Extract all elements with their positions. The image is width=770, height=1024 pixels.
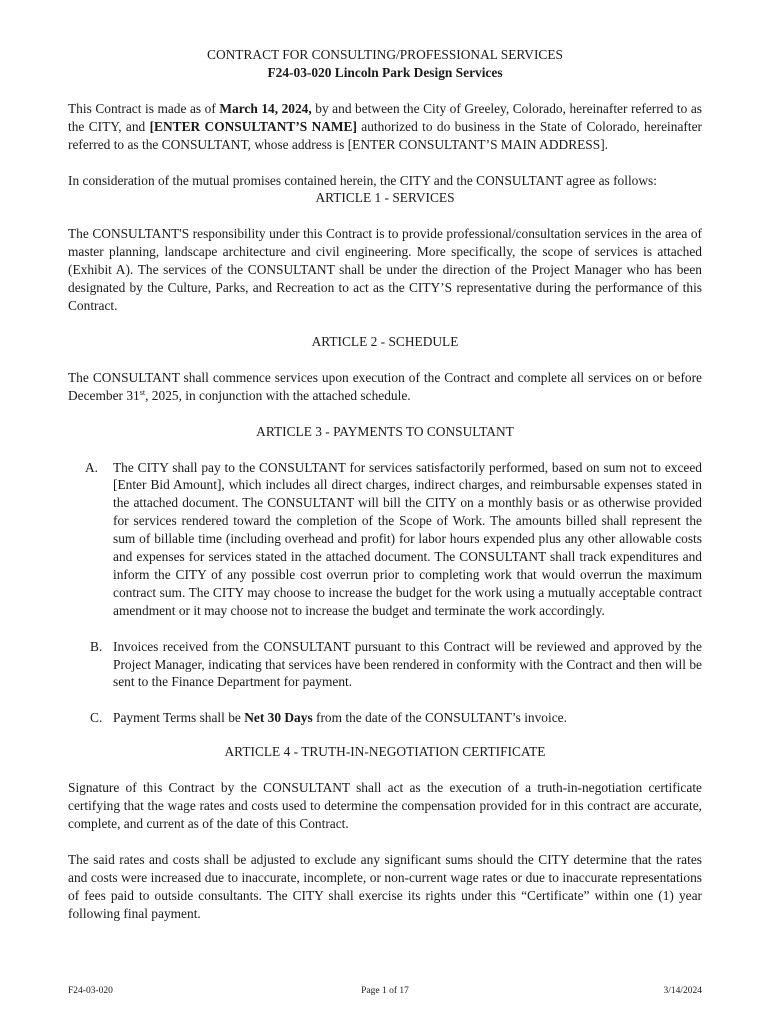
item-text: Invoices received from the CONSULTANT pursuant to this Contract will be reviewed and approved by the Project Manager, indicating that services have been rendered in conformity with the Contract and then will be sent to the Finance Department for payment. bbox=[113, 638, 702, 690]
article-4-paragraph-1: Signature of this Contract by the CONSULTANT shall act as the execution of a truth-in-negotiation certificate certifying that the wage rates and costs used to determine the compensation provided for in this contract are accurate, complete, and current as of the date of this Contract. bbox=[68, 780, 702, 831]
payment-item-c bbox=[68, 709, 702, 727]
ordinal-suffix: st bbox=[139, 387, 146, 397]
intro-paragraph bbox=[68, 100, 702, 154]
article-3-heading: ARTICLE 3 - PAYMENTS TO CONSULTANT bbox=[256, 423, 514, 439]
item-text bbox=[113, 709, 702, 727]
payment-terms-text: Payment Terms shall be bbox=[113, 710, 245, 726]
intro-text-1: This Contract is made as of bbox=[68, 100, 220, 116]
payment-items bbox=[68, 459, 702, 728]
page-footer bbox=[68, 986, 702, 998]
payment-item-b bbox=[68, 638, 702, 692]
intro-text-2: by and between the City of Greeley, Colorado, hereinafter referred to as the CITY, and bbox=[68, 100, 702, 134]
consultant-name-placeholder: [ENTER CONSULTANT’S NAME] bbox=[149, 118, 357, 134]
article-2-text-end: , 2025, in conjunction with the attached schedule. bbox=[145, 387, 411, 403]
article-2-text: The CONSULTANT shall commence services upon execution of the Contract and complete all services on or before December 31 bbox=[68, 369, 702, 403]
article-4-heading: ARTICLE 4 - TRUTH-IN-NEGOTIATION CERTIFICATE bbox=[224, 744, 546, 760]
consideration-paragraph: In consideration of the mutual promises contained herein, the CITY and the CONSULTANT agree as follows: bbox=[68, 172, 657, 188]
contract-title: CONTRACT FOR CONSULTING/PROFESSIONAL SERVICES bbox=[207, 47, 563, 62]
item-letter: B. bbox=[90, 638, 103, 654]
contract-date: March 14, 2024, bbox=[219, 100, 312, 116]
contract-subtitle: F24-03-020 Lincoln Park Design Services bbox=[267, 64, 503, 80]
article-1-body: The CONSULTANT'S responsibility under this Contract is to provide professional/consultation services in the area of master planning, landscape architecture and civil engineering. More specifically, the scope of services is attached (Exhibit A). The services of the CONSULTANT shall be under the direction of the Project Manager who has been designated by the Culture, Parks, and Recreation to act as the CITY’S representative during the performance of this Contract. bbox=[68, 226, 702, 313]
item-text: The CITY shall pay to the CONSULTANT for services satisfactorily performed, based on sum not to exceed [Enter Bid Amount], which includes all direct charges, indirect charges, and reimbursable expenses stated in the attached document. The CONSULTANT will bill the CITY on a monthly basis or as otherwise provided for services rendered toward the completion of the Scope of Work. The amounts billed shall represent the sum of billable time (including overhead and profit) for labor hours expended plus any other allowable costs and expenses for services stated in the attached document. The CONSULTANT shall track expenditures and inform the CITY of any possible cost overrun prior to completing work that would overrun the maximum contract sum. The CITY may choose to increase the budget for the work using a mutually acceptable contract amendment or it may choose not to increase the budget and terminate the work accordingly. bbox=[113, 459, 702, 618]
footer-document-number: F24-03-020 bbox=[68, 986, 113, 996]
payment-terms-text-end: from the date of the CONSULTANT’s invoice. bbox=[312, 710, 567, 726]
contract-page bbox=[68, 46, 702, 923]
footer-page-number: Page 1 of 17 bbox=[361, 986, 409, 996]
article-2-body bbox=[68, 369, 702, 405]
footer-date: 3/14/2024 bbox=[663, 986, 702, 996]
payment-terms-value: Net 30 Days bbox=[244, 710, 313, 726]
payment-item-a bbox=[68, 459, 702, 620]
intro-text-3: authorized to do business in the State of Colorado, hereinafter referred to as the CONSULTANT, whose address is [ENTER CONSULTANT’S MAIN ADDRESS]. bbox=[68, 118, 702, 152]
article-1-heading: ARTICLE 1 - SERVICES bbox=[315, 190, 455, 206]
item-letter: A. bbox=[85, 459, 99, 475]
article-4-paragraph-2: The said rates and costs shall be adjusted to exclude any significant sums should the CITY determine that the rates and costs were increased due to inaccurate, incomplete, or non-current wage rates or due to inaccurate representations of fees paid to outside consultants. The CITY shall exercise its rights under this “Certificate” within one (1) year following final payment. bbox=[68, 851, 702, 921]
article-2-heading: ARTICLE 2 - SCHEDULE bbox=[311, 333, 459, 349]
item-letter: C. bbox=[90, 710, 103, 726]
